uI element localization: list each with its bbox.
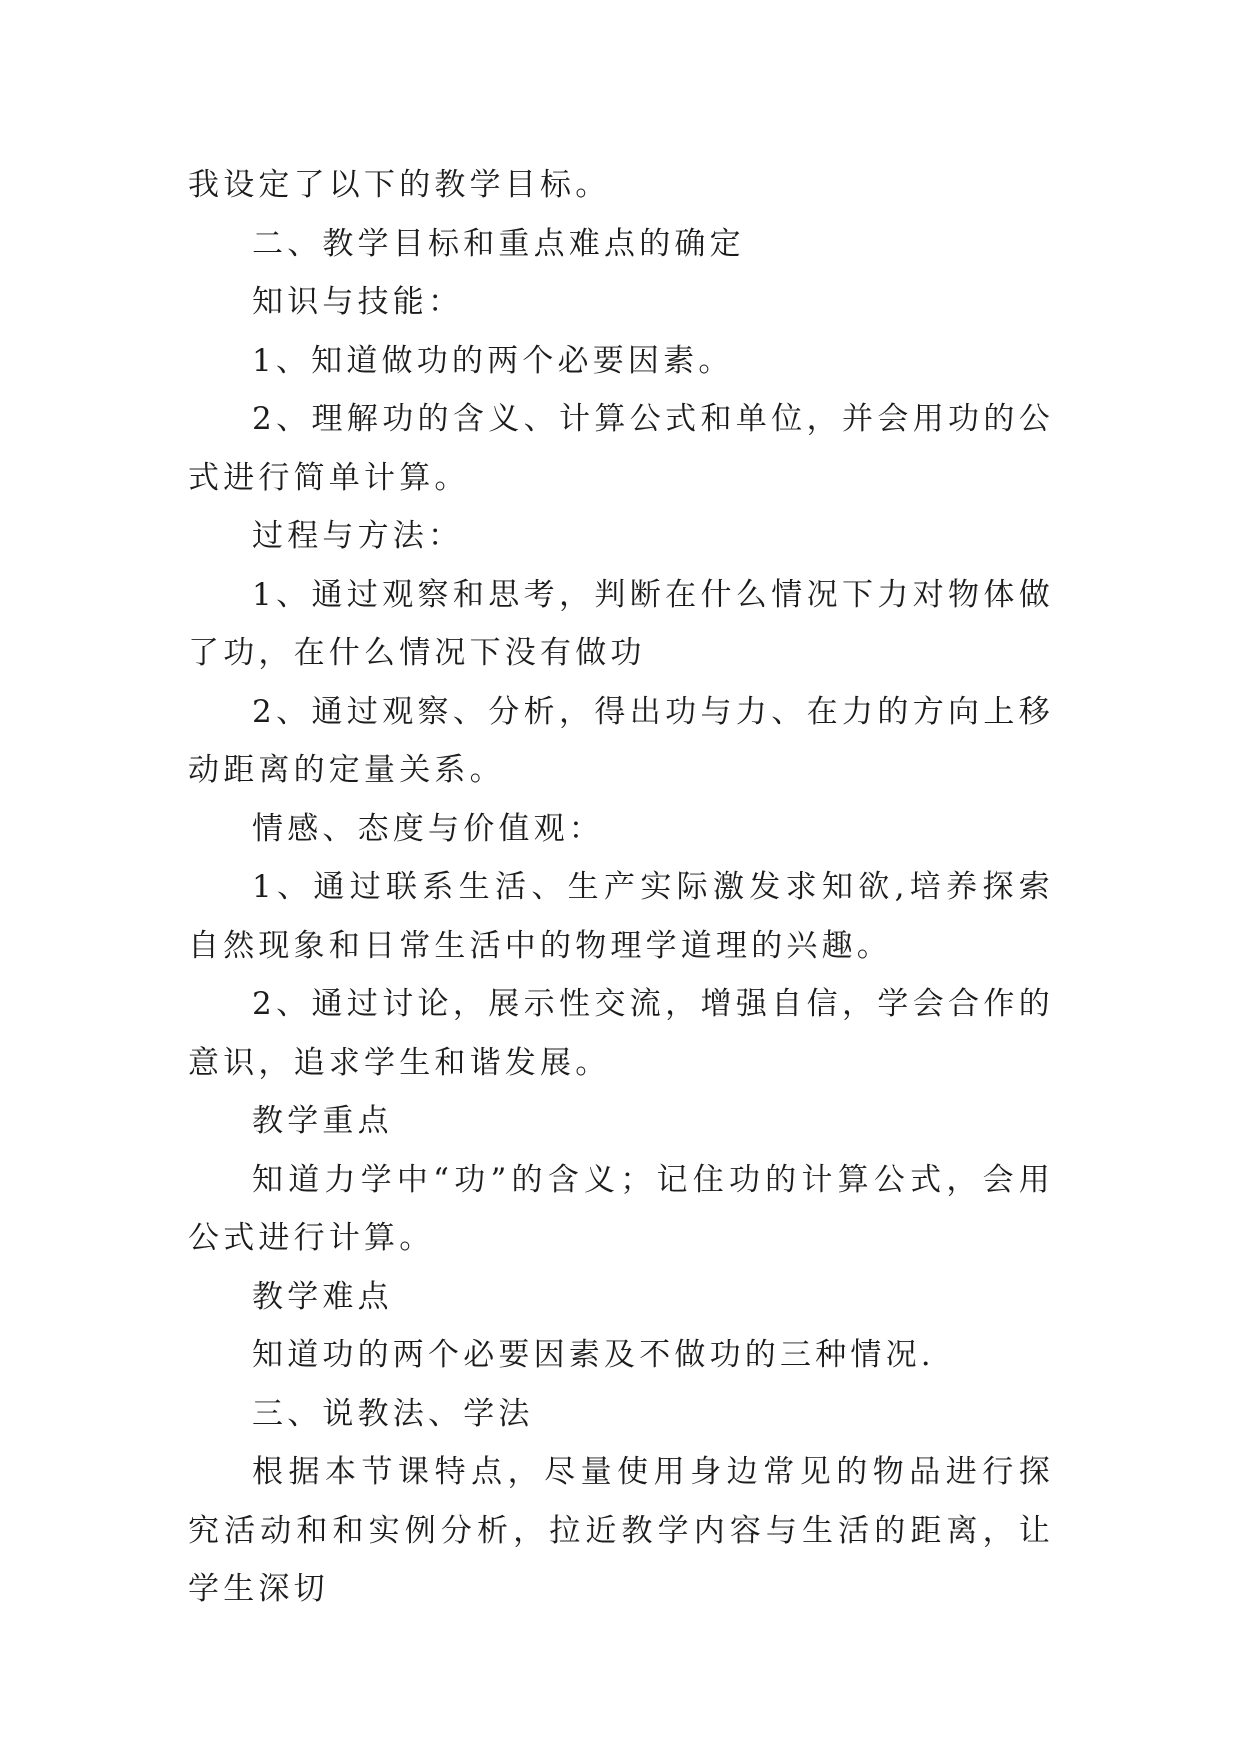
paragraph: 根据本节课特点，尽量使用身边常见的物品进行探究活动和和实例分析，拉近教学内容与生活的距离，让学生深切 bbox=[188, 1454, 1054, 1607]
subheading: 教学难点 bbox=[252, 1278, 393, 1315]
subheading: 教学重点 bbox=[252, 1103, 393, 1139]
subheading: 情感、态度与价值观： bbox=[252, 810, 604, 847]
section-heading: 二、教学目标和重点难点的确定 bbox=[252, 225, 745, 262]
list-item: 2、通过观察、分析，得出功与力、在力的方向上移动距离的定量关系。 bbox=[188, 693, 1054, 788]
document-body bbox=[188, 156, 1054, 1619]
list-item: 2、通过讨论，展示性交流，增强自信，学会合作的意识，追求学生和谐发展。 bbox=[188, 986, 1054, 1081]
section-heading: 三、说教法、学法 bbox=[252, 1395, 534, 1432]
paragraph: 知道功的两个必要因素及不做功的三种情况. bbox=[252, 1337, 935, 1373]
paragraph: 知道力学中“功”的含义；记住功的计算公式，会用公式进行计算。 bbox=[188, 1161, 1054, 1256]
list-item: 1、知道做功的两个必要因素。 bbox=[252, 342, 734, 379]
subheading: 知识与技能： bbox=[252, 284, 464, 320]
list-item: 2、理解功的含义、计算公式和单位，并会用功的公式进行简单计算。 bbox=[188, 401, 1054, 496]
paragraph: 我设定了以下的教学目标。 bbox=[188, 167, 611, 203]
list-item: 1、通过观察和思考，判断在什么情况下力对物体做了功，在什么情况下没有做功 bbox=[188, 576, 1054, 671]
subheading: 过程与方法： bbox=[252, 518, 464, 554]
list-item: 1、通过联系生活、生产实际激发求知欲,培养探索自然现象和日常生活中的物理学道理的兴趣。 bbox=[188, 869, 1054, 964]
